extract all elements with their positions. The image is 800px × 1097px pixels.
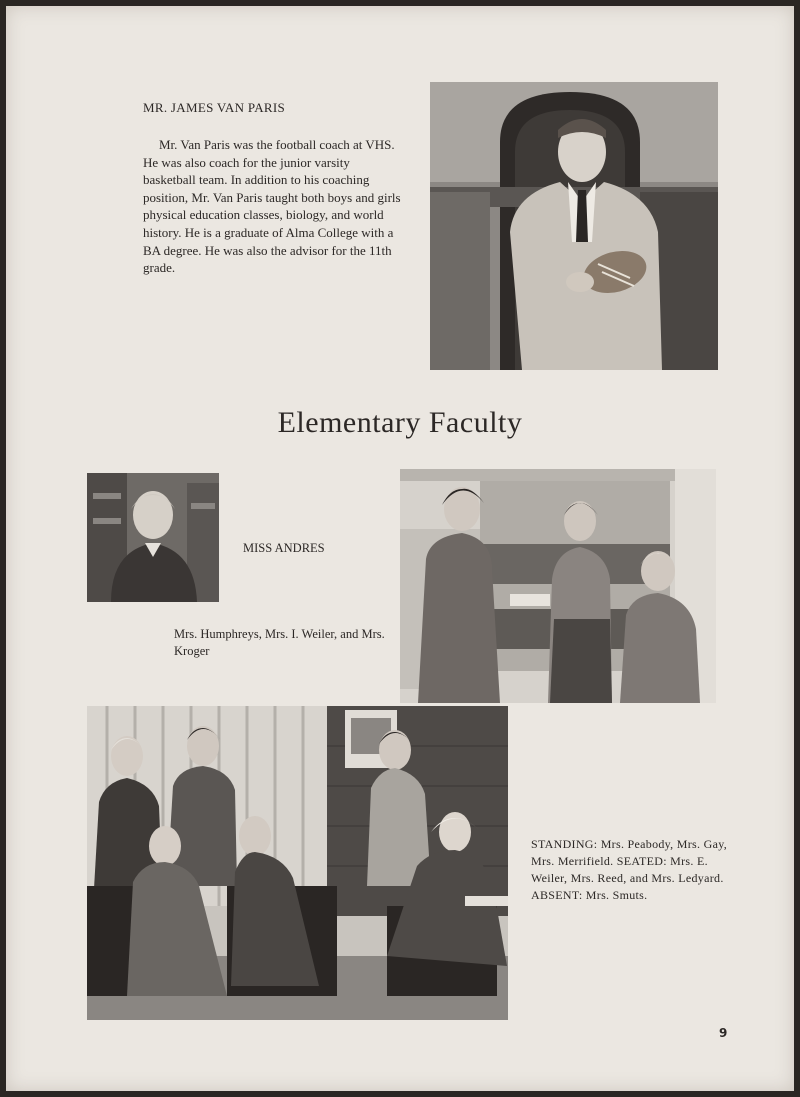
- photo-van-paris-illustration: [430, 82, 718, 370]
- caption-miss-andres: MISS ANDRES: [243, 541, 325, 555]
- photo-miss-andres: [87, 473, 219, 602]
- photo-van-paris: [430, 82, 718, 370]
- page-number: 9: [719, 1026, 728, 1040]
- caption-group-large: STANDING: Mrs. Peabody, Mrs. Gay, Mrs. Merrifield. SEATED: Mrs. E. Weiler, Mrs. Reed, and Mrs. Ledyard. ABSENT: Mrs. Smuts.: [531, 837, 728, 902]
- teacher-name-van-paris: MR. JAMES VAN PARIS: [143, 100, 286, 115]
- photo-three-teachers: [400, 469, 716, 703]
- yearbook-page: [6, 6, 794, 1091]
- photo-elementary-faculty-group: [87, 706, 508, 1020]
- photo-group-illustration: [87, 706, 508, 1020]
- section-title: Elementary Faculty: [277, 406, 523, 439]
- teacher-bio-van-paris: Mr. Van Paris was the football coach at VHS. He was also coach for the junior varsity basketball team. In addition to his coaching position, Mr. Van Paris taught both boys and girls physical education classes, biology, and world history. He is a graduate of Alma College with a BA degree. He was also the advisor for the 11th grade.: [143, 137, 401, 276]
- photo-miss-andres-illustration: [87, 473, 219, 602]
- photo-three-teachers-illustration: [400, 469, 716, 703]
- caption-group-three: Mrs. Humphreys, Mrs. I. Weiler, and Mrs. Kroger: [174, 627, 385, 658]
